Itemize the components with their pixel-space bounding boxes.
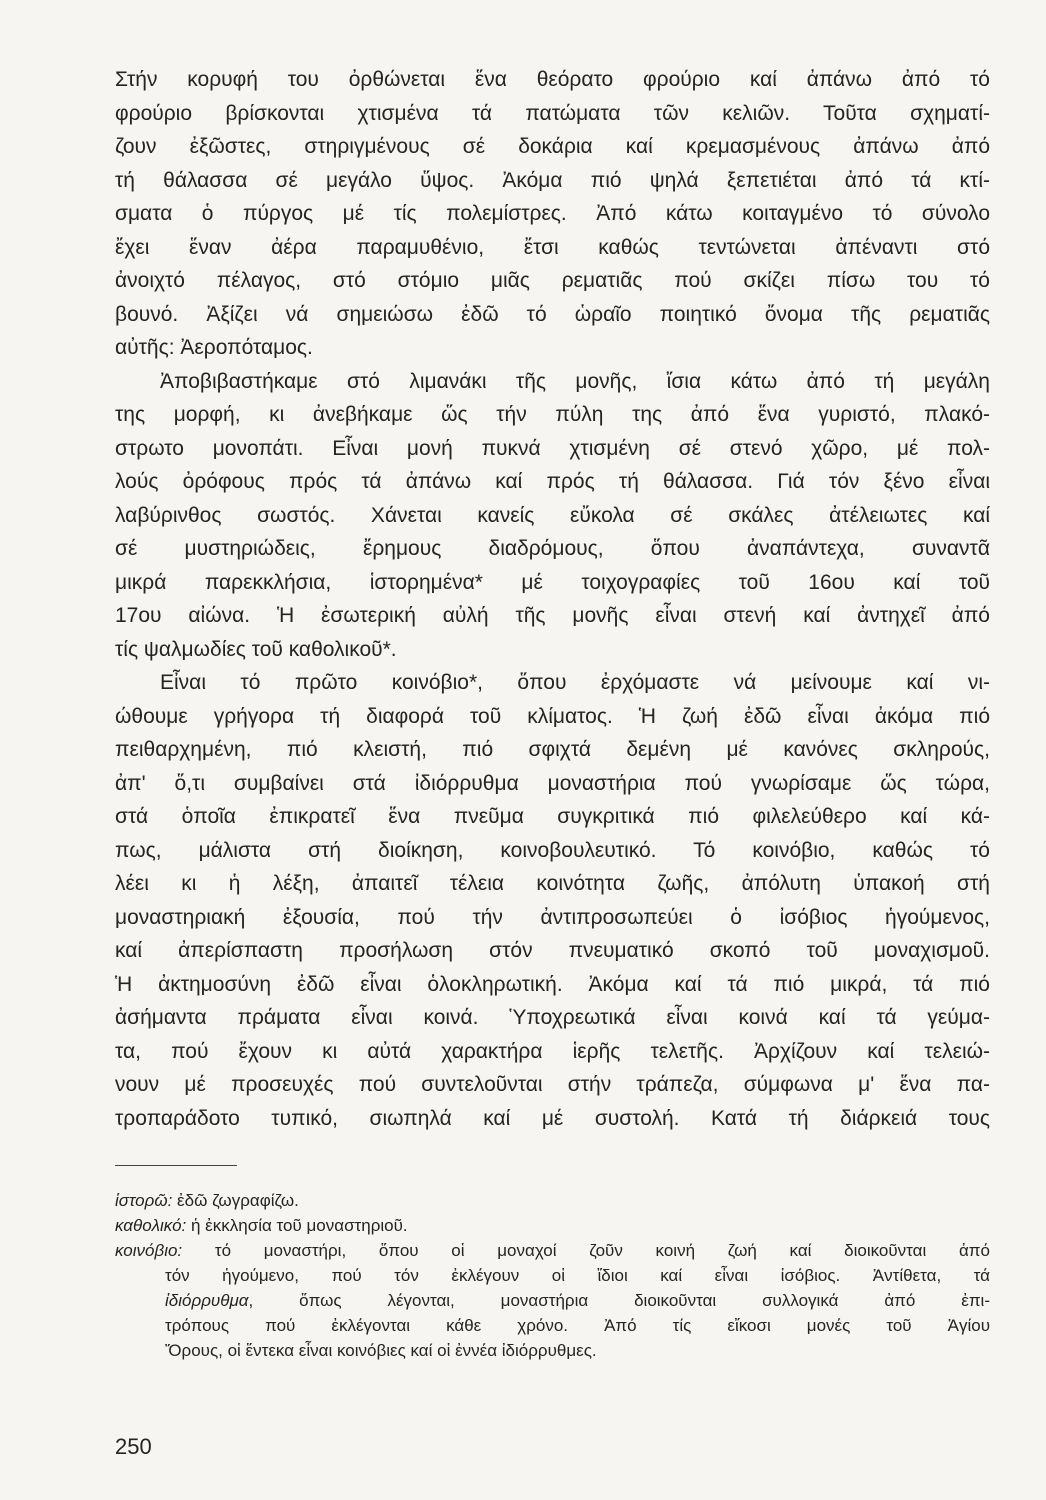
text-line: λούς ὀρόφους πρός τά ἀπάνω καί πρός τή θάλασσα. Γιά τόν ξένο εἶναι bbox=[115, 470, 990, 493]
text-line: Στήν κορυφή του ὀρθώνεται ἕνα θεόρατο φρούριο καί ἀπάνω ἀπό τό bbox=[115, 68, 990, 91]
footnote-text: τρόπους πού ἐκλέγονται κάθε χρόνο. Ἀπό τίς εἴκοσι μονές τοῦ Ἁγίου bbox=[165, 1316, 990, 1335]
footnote-emphasis: ἰδιόρρυθμα bbox=[165, 1291, 249, 1310]
text-line: ζουν ἐξῶστες, στηριγμένους σέ δοκάρια καί κρεμασμένους ἀπάνω ἀπό bbox=[115, 135, 990, 158]
footnote-term: καθολικό: bbox=[115, 1216, 187, 1235]
page-number: 250 bbox=[115, 1434, 152, 1459]
text-line: ἔχει ἕναν ἀέρα παραμυθένιο, ἔτσι καθώς τεντώνεται ἀπέναντι στό bbox=[115, 235, 990, 259]
footnote-line bbox=[115, 1238, 990, 1263]
text-line: στρωτο μονοπάτι. Εἶναι μονή πυκνά χτισμένη σέ στενό χῶρο, μέ πολ- bbox=[115, 436, 990, 460]
footnote-text: Ὄρους, οἱ ἕντεκα εἶναι κοινόβιες καί οἱ ἐννέα ἰδιόρρυθμες. bbox=[165, 1341, 597, 1360]
text-line: πως, μάλιστα στή διοίκηση, κοινοβουλευτικό. Τό κοινόβιο, καθώς τό bbox=[115, 838, 990, 862]
text-line: ἀνοιχτό πέλαγος, στό στόμιο μιᾶς ρεματιᾶς πού σκίζει πίσω του τό bbox=[115, 269, 990, 292]
text-line: σέ μυστηριώδεις, ἔρημους διαδρόμους, ὅπου ἀναπάντεχα, συναντᾶ bbox=[115, 537, 990, 560]
footnote-line bbox=[115, 1213, 990, 1238]
footnote-line bbox=[165, 1263, 990, 1288]
text-line: Εἶναι τό πρῶτο κοινόβιο*, ὅπου ἐρχόμαστε νά μείνουμε καί νι- bbox=[160, 671, 990, 694]
text-line: αὐτῆς: Ἀεροπόταμος. bbox=[115, 336, 313, 359]
text-line: ἀπ' ὅ,τι συμβαίνει στά ἰδιόρρυθμα μοναστήρια πού γνωρίσαμε ὥς τώρα, bbox=[115, 771, 990, 795]
text-line: καί ἀπερίσπαστη προσήλωση στόν πνευματικό σκοπό τοῦ μοναχισμοῦ. bbox=[115, 939, 990, 962]
footnote-text: τόν ἡγούμενο, πού τόν ἐκλέγουν οἱ ἴδιοι καί εἶναι ἰσόβιος. Ἀντίθετα, τά bbox=[165, 1266, 990, 1285]
footnote-term: κοινόβιο: bbox=[115, 1241, 183, 1260]
text-line: σματα ὁ πύργος μέ τίς πολεμίστρες. Ἀπό κάτω κοιταγμένο τό σύνολο bbox=[115, 202, 990, 225]
text-line: τα, πού ἔχουν κι αὐτά χαρακτήρα ἱερῆς τελετῆς. Ἀρχίζουν καί τελειώ- bbox=[115, 1039, 990, 1063]
text-line: φρούριο βρίσκονται χτισμένα τά πατώματα τῶν κελιῶν. Τοῦτα σχηματί- bbox=[115, 101, 990, 125]
text-line: στά ὁποῖα ἐπικρατεῖ ἕνα πνεῦμα συγκριτικά πιό φιλελεύθερο καί κά- bbox=[115, 805, 990, 828]
footnote-text: , ὅπως λέγονται, μοναστήρια διοικοῦνται συλλογικά ἀπό ἐπι- bbox=[248, 1291, 990, 1310]
text-line: λαβύρινθος σωστός. Χάνεται κανείς εὔκολα σέ σκάλες ἀτέλειωτες καί bbox=[115, 503, 990, 527]
text-line: βουνό. Ἀξίζει νά σημειώσω ἐδῶ τό ὡραῖο ποιητικό ὄνομα τῆς ρεματιᾶς bbox=[115, 302, 990, 326]
text-line: μικρά παρεκκλήσια, ἱστορημένα* μέ τοιχογραφίες τοῦ 16ου καί τοῦ bbox=[115, 570, 990, 594]
text-line: 17ου αἰώνα. Ἡ ἐσωτερική αὐλή τῆς μονῆς εἶναι στενή καί ἀντηχεῖ ἀπό bbox=[115, 604, 990, 627]
text-line: ώθουμε γρήγορα τή διαφορά τοῦ κλίματος. Ἡ ζωή ἐδῶ εἶναι ἀκόμα πιό bbox=[115, 704, 990, 728]
text-line: τίς ψαλμωδίες τοῦ καθολικοῦ*. bbox=[115, 637, 397, 661]
footnote-line bbox=[115, 1188, 990, 1213]
text-line: Ἀποβιβαστήκαμε στό λιμανάκι τῆς μονῆς, ἴσια κάτω ἀπό τή μεγάλη bbox=[160, 369, 990, 393]
text-line: τή θάλασσα σέ μεγάλο ὕψος. Ἀκόμα πιό ψηλά ξεπετιέται ἀπό τά κτί- bbox=[115, 168, 990, 192]
text-line: τροπαράδοτο τυπικό, σιωπηλά καί μέ συστολή. Κατά τή διάρκειά τους bbox=[115, 1106, 990, 1130]
text-line: λέει κι ἡ λέξη, ἀπαιτεῖ τέλεια κοινότητα ζωῆς, ἀπόλυτη ὑπακοή στή bbox=[115, 872, 990, 895]
text-line: ἀσήμαντα πράματα εἶναι κοινά. Ὑποχρεωτικά εἶναι κοινά καί τά γεύμα- bbox=[115, 1006, 990, 1029]
footnote-line bbox=[165, 1313, 990, 1338]
footnote-term: ἱστορῶ: bbox=[115, 1191, 173, 1210]
text-line: νουν μέ προσευχές πού συντελοῦνται στήν τράπεζα, σύμφωνα μ' ἕνα πα- bbox=[115, 1073, 990, 1096]
footnote-text: ἡ ἐκκλησία τοῦ μοναστηριοῦ. bbox=[186, 1216, 408, 1235]
footnote-line bbox=[165, 1338, 990, 1363]
footnote-text: ἐδῶ ζωγραφίζω. bbox=[172, 1191, 299, 1210]
text-line: της μορφή, κι ἀνεβήκαμε ὥς τήν πύλη της ἀπό ἕνα γυριστό, πλακό- bbox=[115, 403, 990, 426]
footnote-divider bbox=[115, 1165, 237, 1166]
footnote-line bbox=[165, 1288, 990, 1313]
text-line: πειθαρχημένη, πιό κλειστή, πιό σφιχτά δεμένη μέ κανόνες σκληρούς, bbox=[115, 738, 990, 761]
text-line: μοναστηριακή ἐξουσία, πού τήν ἀντιπροσωπεύει ὁ ἰσόβιος ἡγούμενος, bbox=[115, 905, 990, 929]
footnote-text: τό μοναστήρι, ὅπου οἱ μοναχοί ζοῦν κοινή ζωή καί διοικοῦνται ἀπό bbox=[182, 1241, 990, 1260]
text-line: Ἡ ἀκτημοσύνη ἐδῶ εἶναι ὁλοκληρωτική. Ἀκόμα καί τά πιό μικρά, τά πιό bbox=[115, 972, 990, 996]
